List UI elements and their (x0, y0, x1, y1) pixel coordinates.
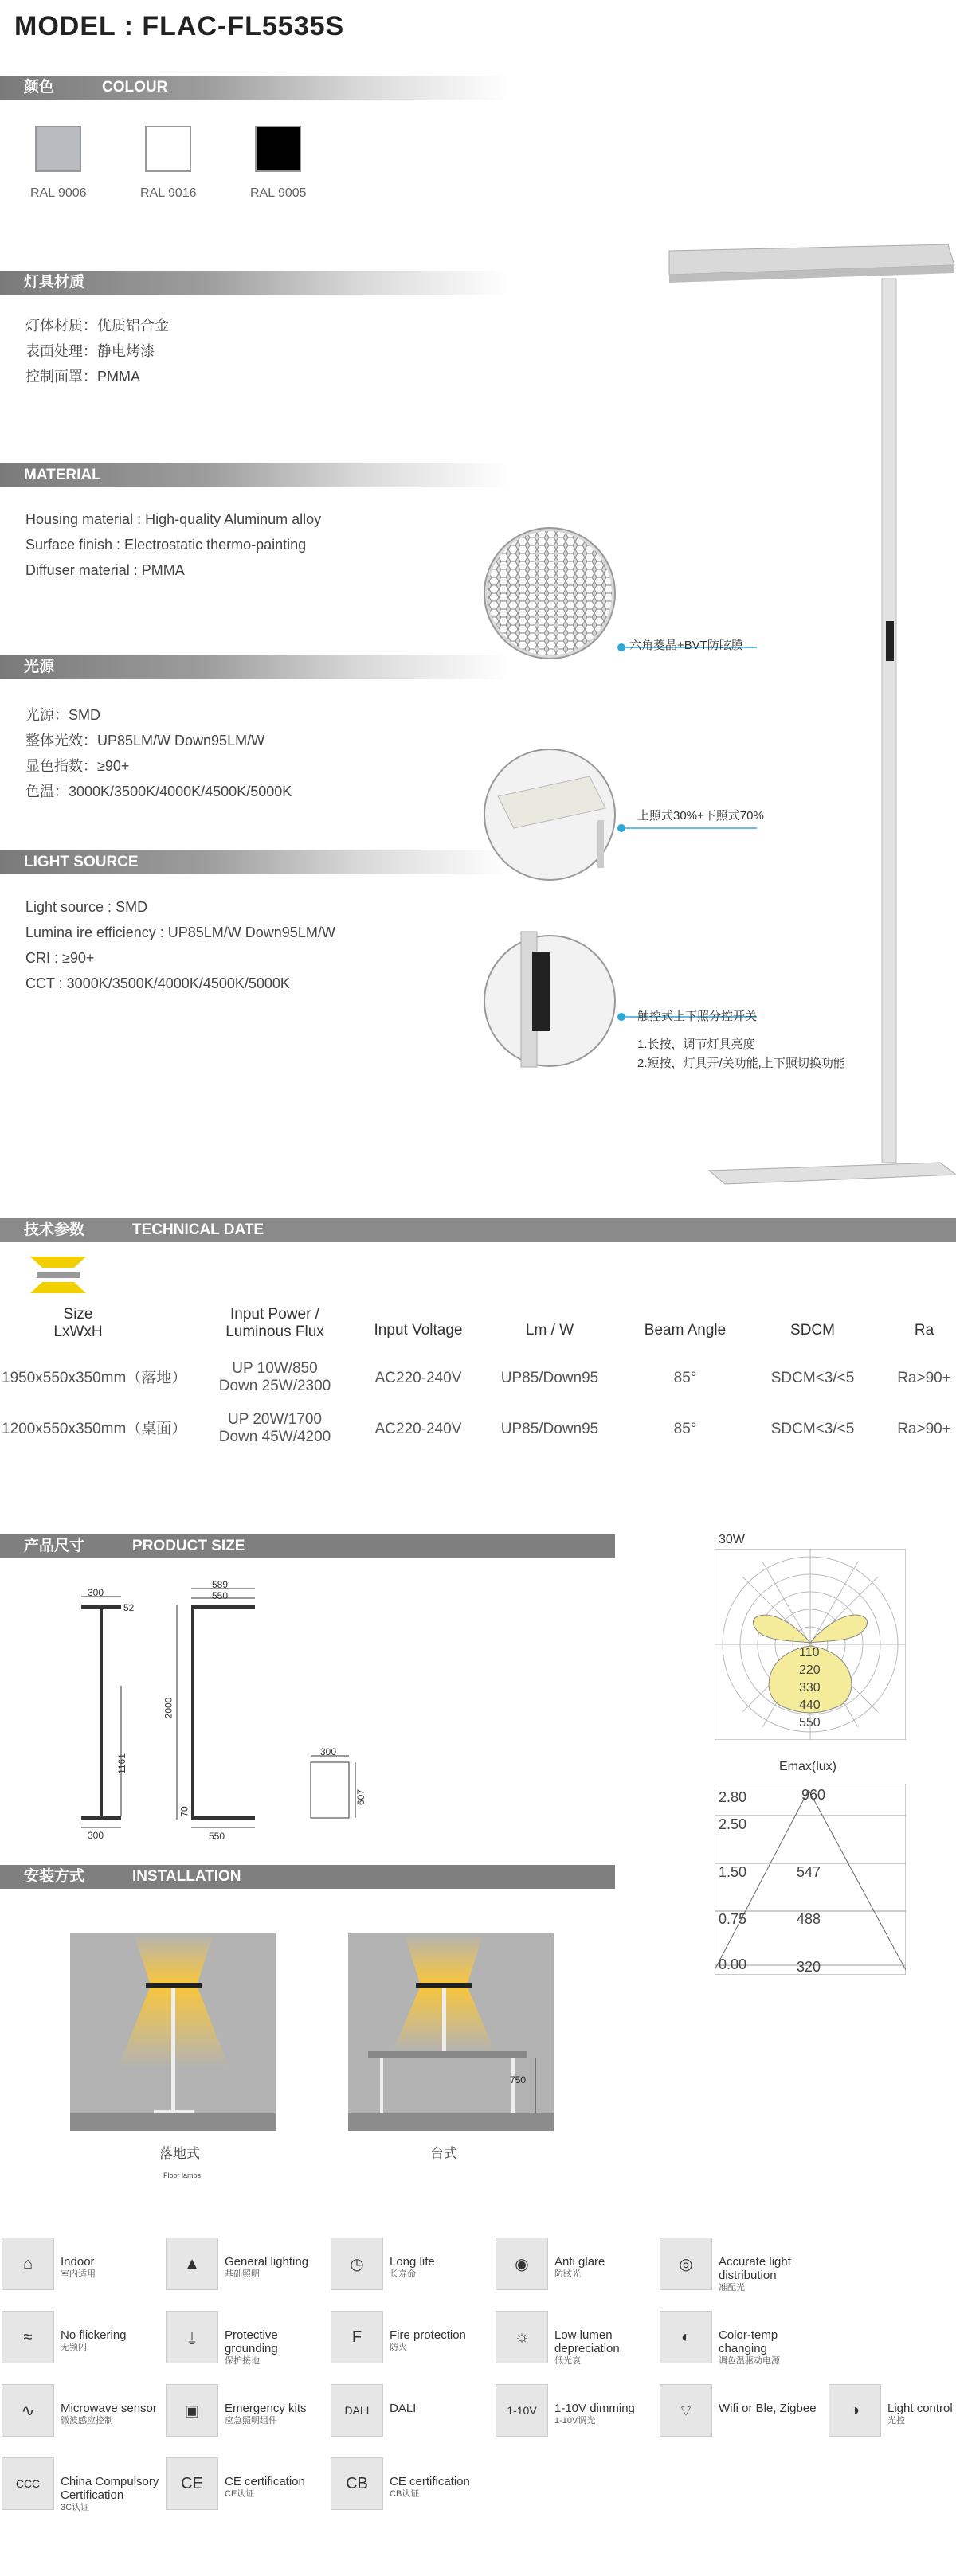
emax-title: Emax(lux) (779, 1760, 837, 1773)
feature-item (331, 2238, 490, 2301)
feature-label-en: No flickering (61, 2328, 127, 2342)
swatch-label-ral9006: RAL 9006 (30, 186, 87, 200)
tech-header-lmw: Lm / W (525, 1322, 574, 1339)
tech-header-sdcm: SDCM (790, 1322, 835, 1339)
emergency-icon: ▣ (166, 2384, 218, 2437)
tech-row1-lmw: UP85/Down95 (500, 1370, 599, 1386)
tech-row2-sdcm: SDCM<3/<5 (770, 1421, 855, 1437)
feature-label-cn: 准配光 (719, 2283, 745, 2293)
light-en-line: Lumina ire efficiency : UP85LM/W Down95LM/W (25, 924, 335, 940)
fire-protection-icon: F (331, 2311, 383, 2363)
feature-label-en: DALI (390, 2402, 417, 2415)
feature-item (660, 2311, 819, 2375)
swatch-ral9005 (255, 126, 301, 172)
size-section-header (0, 1534, 615, 1558)
tech-row2-ra: Ra>90+ (897, 1421, 951, 1437)
tech-header-size: Size LxWxH (53, 1306, 103, 1340)
feature-item (496, 2384, 655, 2448)
feature-item (2, 2238, 161, 2301)
tech-header-beam: Beam Angle (644, 1322, 727, 1339)
feature-item (166, 2311, 325, 2375)
feature-label-cn: 无频闪 (61, 2343, 87, 2352)
feature-label-en: Wifi or Ble, Zigbee (719, 2402, 817, 2415)
emax-value-label: 960 (801, 1787, 826, 1803)
feature-label-en: China Compulsory Certification (61, 2475, 159, 2502)
polar-title: 30W (719, 1533, 745, 1546)
install-section-header (0, 1865, 615, 1889)
tech-row1-voltage: AC220-240V (374, 1370, 462, 1386)
dimming-icon: 1-10V (496, 2384, 548, 2437)
dim-base-width: 300 (88, 1830, 104, 1841)
desk-height-dim: 750 (510, 2074, 527, 2085)
tech-header-power: Input Power / Luminous Flux (225, 1306, 324, 1340)
feature-item (331, 2384, 490, 2448)
feature-label-cn: CE认证 (225, 2489, 255, 2499)
tech-header-cn: 技术参数 (24, 1222, 85, 1238)
dimension-drawing (72, 1581, 358, 1843)
tech-row2-beam: 85° (673, 1421, 697, 1437)
tech-row1-ra: Ra>90+ (897, 1370, 951, 1386)
bulb-icon: ☼ (496, 2311, 548, 2363)
feature-item (496, 2238, 655, 2301)
callout-anti-glare: 六角菱晶+BVT防眩膜 (629, 639, 743, 652)
feature-label-en: CE certification (225, 2475, 305, 2488)
dim-box-height: 607 (355, 1788, 367, 1806)
feature-label-en: CE certification (390, 2475, 470, 2488)
feature-item (2, 2457, 161, 2521)
swatch-ral9006 (35, 126, 81, 172)
feature-item (166, 2238, 325, 2301)
feature-label-en: Fire protection (390, 2328, 466, 2342)
callout-short-press: 2.短按，灯具开/关功能,上下照切换功能 (637, 1057, 845, 1070)
dim-head-length2: 550 (212, 1590, 229, 1601)
feature-label-cn: 1-10V调光 (554, 2416, 596, 2426)
material-cn-line: 表面处理：静电烤漆 (25, 343, 155, 359)
emax-value-label: 547 (797, 1864, 821, 1880)
no-flicker-icon: ≈ (2, 2311, 54, 2363)
dim-total-height: 2000 (163, 1697, 174, 1719)
emax-value-label: 320 (797, 1959, 821, 1975)
feature-item (331, 2311, 490, 2375)
light-control-icon: ◑ (829, 2384, 881, 2437)
ce-icon: CE (166, 2457, 218, 2510)
feature-label-cn: 防眩光 (554, 2269, 581, 2279)
wifi-icon: ⌔ (660, 2384, 712, 2437)
feature-item (166, 2384, 325, 2448)
install-header-cn: 安装方式 (24, 1868, 85, 1885)
feature-label-cn: CB认证 (390, 2489, 420, 2499)
polar-ring-label: 440 (799, 1698, 821, 1712)
feature-label-cn: 长寿命 (390, 2269, 416, 2279)
feature-label-en: Anti glare (554, 2255, 605, 2269)
tech-row1-size: 1950x550x350mm（落地） (2, 1370, 187, 1386)
light-cn-line: 色温：3000K/3500K/4000K/4500K/5000K (25, 784, 292, 799)
cb-icon: CB (331, 2457, 383, 2510)
tech-header-ra: Ra (914, 1322, 934, 1339)
feature-item (496, 2311, 655, 2375)
size-header-en: PRODUCT SIZE (132, 1538, 245, 1554)
feature-item (829, 2384, 956, 2448)
dim-head-length: 589 (212, 1579, 229, 1590)
emax-height-label: 2.50 (719, 1816, 747, 1832)
feature-label-en: Accurate light distribution (719, 2255, 791, 2282)
dim-pole-offset: 70 (178, 1806, 190, 1817)
feature-label-cn: 基础照明 (225, 2269, 260, 2279)
tech-section-header (0, 1218, 956, 1242)
tech-row1-power: UP 10W/850 Down 25W/2300 (218, 1360, 331, 1394)
feature-item (660, 2384, 819, 2448)
install-desk-label: 台式 (430, 2146, 457, 2161)
material-en-header: MATERIAL (0, 463, 510, 487)
swatch-ral9016 (145, 126, 191, 172)
dim-base-length: 550 (209, 1831, 225, 1842)
install-floor-illustration (70, 1933, 276, 2131)
house-icon: ⌂ (2, 2238, 54, 2290)
light-cn-line: 整体光效：UP85LM/W Down95LM/W (25, 733, 265, 749)
dim-head-width: 300 (88, 1587, 104, 1598)
light-cn-line: 显色指数：≥90+ (25, 758, 130, 774)
size-header-cn: 产品尺寸 (24, 1538, 85, 1554)
material-cn-line: 灯体材质：优质铝合金 (25, 318, 169, 334)
feature-item (2, 2311, 161, 2375)
colour-header-en: COLOUR (102, 79, 168, 96)
polar-ring-label: 220 (799, 1663, 821, 1677)
tech-header-en: TECHNICAL DATE (132, 1222, 264, 1238)
feature-item (166, 2457, 325, 2521)
size-icon (30, 1257, 86, 1293)
feature-label-en: Color-temp changing (719, 2328, 778, 2355)
callout-up-down-ratio: 上照式30%+下照式70% (637, 809, 764, 823)
dim-head-height: 52 (123, 1602, 135, 1613)
polar-ring-label: 550 (799, 1716, 821, 1730)
emax-height-label: 1.50 (719, 1864, 747, 1880)
light-cn-line: 光源：SMD (25, 707, 100, 723)
feature-label-en: General lighting (225, 2255, 309, 2269)
feature-label-cn: 保护接地 (225, 2356, 260, 2366)
material-en-line: Surface finish : Electrostatic thermo-painting (25, 537, 307, 553)
feature-label-en: Low lumen depreciation (554, 2328, 620, 2355)
light-en-header: LIGHT SOURCE (0, 850, 510, 874)
colour-header-cn: 颜色 (24, 79, 55, 96)
colour-section-header (0, 76, 510, 100)
feature-label-cn: 低光衰 (554, 2356, 581, 2366)
material-cn-header: 灯具材质 (0, 271, 510, 295)
ccc-icon: CCC (2, 2457, 54, 2510)
feature-label-cn: 光控 (887, 2416, 905, 2426)
feature-label-en: Long life (390, 2255, 435, 2269)
color-temp-icon: ◐ (660, 2311, 712, 2363)
feature-label-en: Protective grounding (225, 2328, 278, 2355)
ground-icon: ⏚ (166, 2311, 218, 2363)
material-en-line: Housing material : High-quality Aluminum alloy (25, 511, 322, 527)
tech-row1-sdcm: SDCM<3/<5 (770, 1370, 855, 1386)
light-en-line: CCT : 3000K/3500K/4000K/4500K/5000K (25, 975, 290, 991)
tech-row2-voltage: AC220-240V (374, 1421, 462, 1437)
light-distribution-icon: ◎ (660, 2238, 712, 2290)
dim-switch-height: 1161 (116, 1753, 127, 1774)
dim-box-width: 300 (320, 1746, 337, 1757)
material-cn-line: 控制面罩：PMMA (25, 369, 140, 385)
emax-height-label: 2.80 (719, 1789, 747, 1805)
feature-label-cn: 防火 (390, 2343, 407, 2352)
swatch-label-ral9016: RAL 9016 (140, 186, 197, 200)
swatch-label-ral9005: RAL 9005 (250, 186, 307, 200)
general-lighting-icon: ▲ (166, 2238, 218, 2290)
install-floor-label-en: Floor lamps (163, 2171, 202, 2179)
feature-label-en: Light control (887, 2402, 953, 2415)
light-en-line: Light source : SMD (25, 899, 148, 915)
feature-label-cn: 微波感应控制 (61, 2416, 113, 2426)
emax-value-label: 488 (797, 1911, 821, 1927)
material-en-line: Diffuser material : PMMA (25, 562, 185, 578)
install-floor-label: 落地式 (159, 2146, 200, 2161)
callout-touch-switch: 触控式上下照分控开关 (637, 1010, 758, 1023)
tech-row2-power: UP 20W/1700 Down 45W/4200 (218, 1411, 331, 1445)
install-desk-illustration (348, 1933, 554, 2131)
tech-header-voltage: Input Voltage (374, 1322, 463, 1339)
emax-height-label: 0.75 (719, 1911, 747, 1927)
feature-label-en: 1-10V dimming (554, 2402, 635, 2415)
feature-label-cn: 室内适用 (61, 2269, 96, 2279)
feature-label-cn: 调色温驱动电源 (719, 2356, 780, 2366)
install-header-en: INSTALLATION (132, 1868, 241, 1885)
tech-row2-size: 1200x550x350mm（桌面） (2, 1421, 187, 1437)
feature-label-cn: 应急照明组件 (225, 2416, 277, 2426)
tech-row2-lmw: UP85/Down95 (500, 1421, 599, 1437)
clock-icon: ◷ (331, 2238, 383, 2290)
feature-item (660, 2238, 819, 2301)
microwave-icon: ∿ (2, 2384, 54, 2437)
dali-icon: DALI (331, 2384, 383, 2437)
light-cn-header: 光源 (0, 655, 510, 679)
tech-row1-beam: 85° (673, 1370, 697, 1386)
features-grid (0, 2238, 956, 2572)
emax-height-label: 0.00 (719, 1956, 747, 1972)
feature-label-cn: 3C认证 (61, 2503, 90, 2512)
feature-item (331, 2457, 490, 2521)
polar-ring-label: 110 (799, 1646, 820, 1659)
light-en-line: CRI : ≥90+ (25, 950, 95, 966)
feature-item (2, 2384, 161, 2448)
eye-icon: ◉ (496, 2238, 548, 2290)
feature-label-en: Emergency kits (225, 2402, 307, 2415)
callout-long-press: 1.长按，调节灯具亮度 (637, 1038, 755, 1051)
polar-ring-label: 330 (799, 1681, 821, 1695)
feature-label-en: Microwave sensor (61, 2402, 157, 2415)
page-title: MODEL : FLAC-FL5535S (14, 11, 345, 41)
feature-label-en: Indoor (61, 2255, 95, 2269)
